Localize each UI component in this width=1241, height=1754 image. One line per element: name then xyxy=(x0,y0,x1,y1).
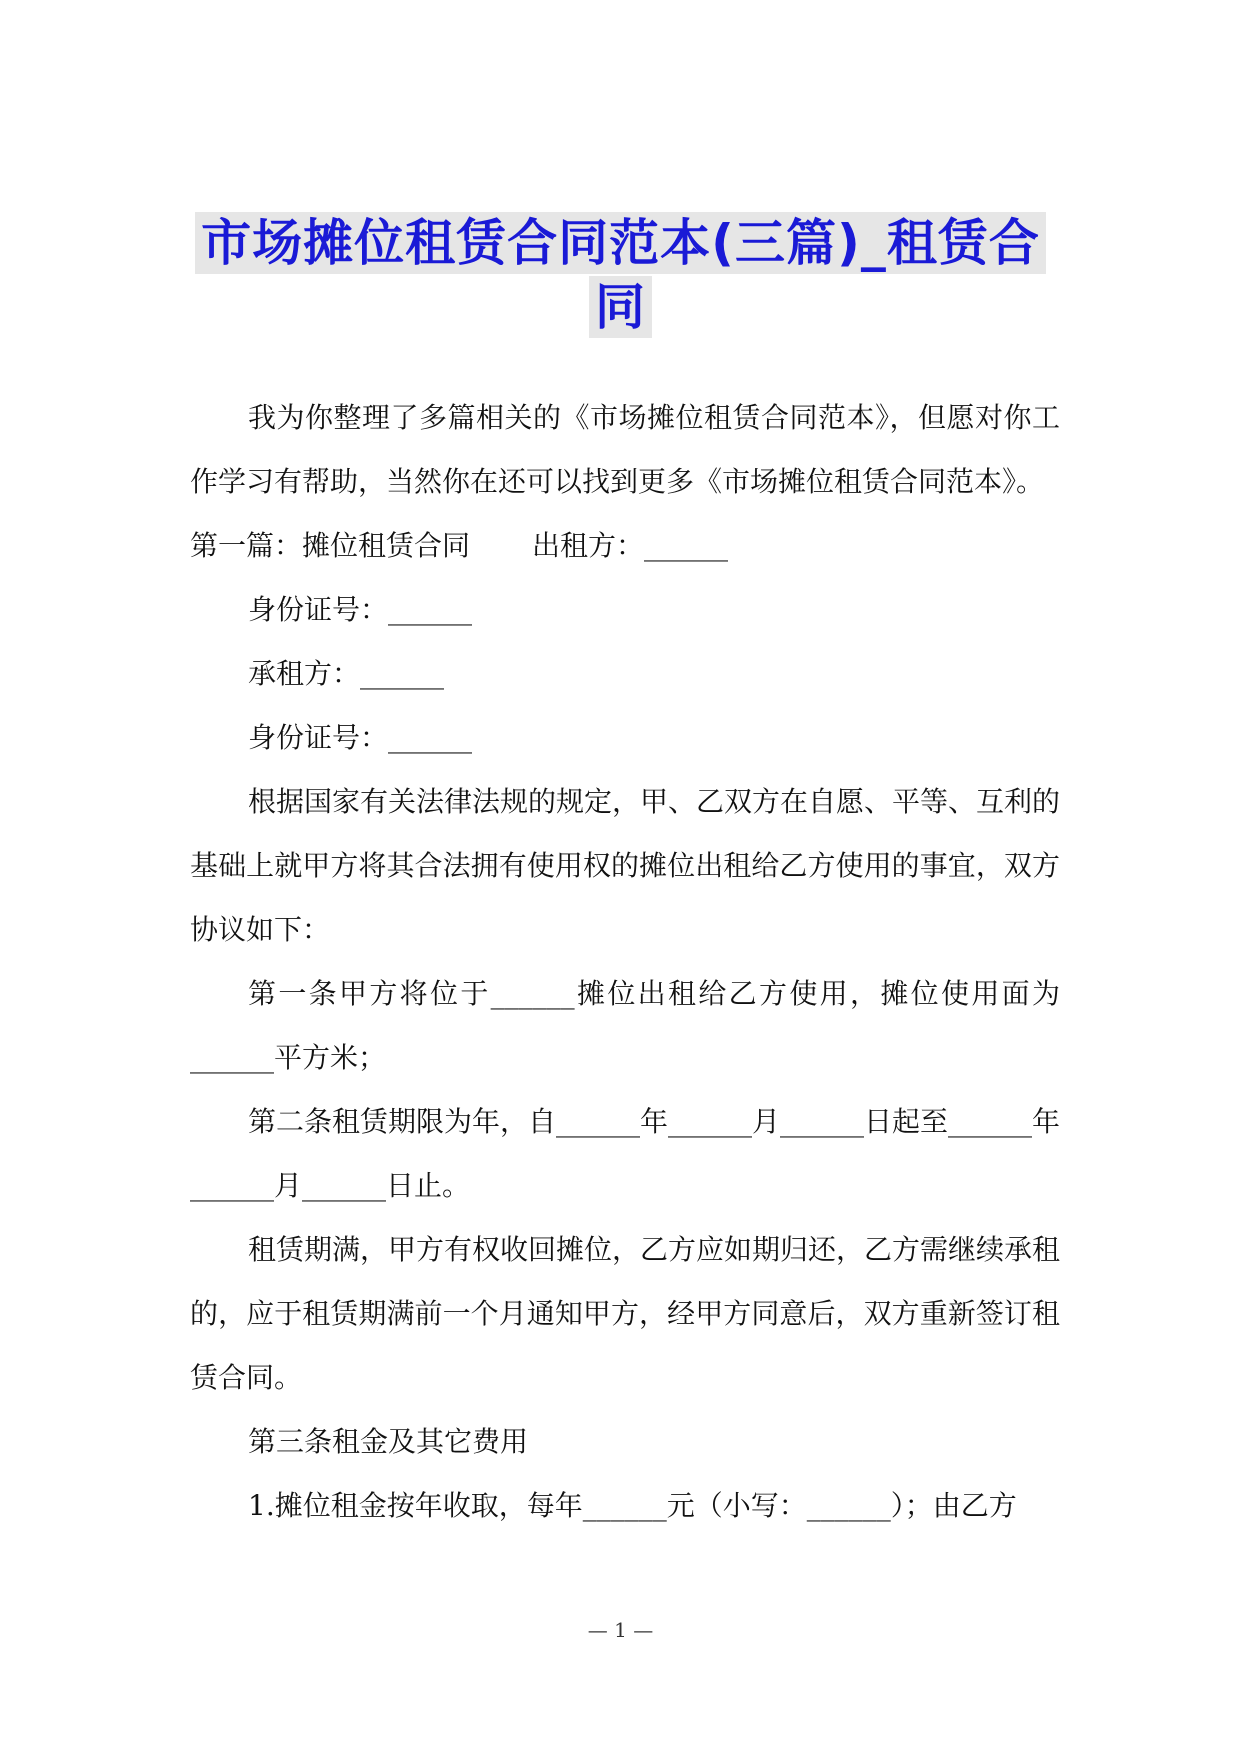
rent-clause-1: 1.摊位租金按年收取，每年______元（小写：______）；由乙方 xyxy=(248,1489,1017,1522)
intro-paragraph: 我为你整理了多篇相关的《市场摊位租赁合同范本》，但愿对你工作学习有帮助，当然你在还可以找到更多《市场摊位租赁合同范本》。 xyxy=(190,401,1060,498)
article-1-paragraph: 第一条甲方将位于______摊位出租给乙方使用，摊位使用面为______平方米； xyxy=(190,977,1060,1074)
renewal-paragraph: 租赁期满，甲方有权收回摊位，乙方应如期归还，乙方需继续承租的，应于租赁期满前一个月通知甲方，经甲方同意后，双方重新签订租赁合同。 xyxy=(190,1233,1061,1394)
basis-paragraph: 根据国家有关法律法规的规定，甲、乙双方在自愿、平等、互利的基础上就甲方将其合法拥有使用权的摊位出租给乙方使用的事宜，双方协议如下： xyxy=(190,785,1061,946)
document-title xyxy=(0,212,1241,338)
article-3-heading: 第三条租金及其它费用 xyxy=(248,1425,529,1458)
article-2-paragraph: 第二条租赁期限为年，自______年______月______日起至______年______月______日止。 xyxy=(190,1105,1061,1202)
title-line-2: 同 xyxy=(589,276,652,338)
id-number-line-2: 身份证号：______ xyxy=(248,721,473,754)
part1-heading: 第一篇：摊位租赁合同 xyxy=(190,529,471,562)
page-number: — 1 — xyxy=(587,1618,654,1642)
lessee-line: 承租方：______ xyxy=(248,657,445,690)
document-body xyxy=(190,386,1060,1538)
id-number-line-1: 身份证号：______ xyxy=(248,593,473,626)
title-line-1: 市场摊位租赁合同范本(三篇)_租赁合 xyxy=(195,212,1046,274)
part1-heading-line xyxy=(190,514,1060,578)
lessor-line: 出租方：______ xyxy=(532,529,729,562)
